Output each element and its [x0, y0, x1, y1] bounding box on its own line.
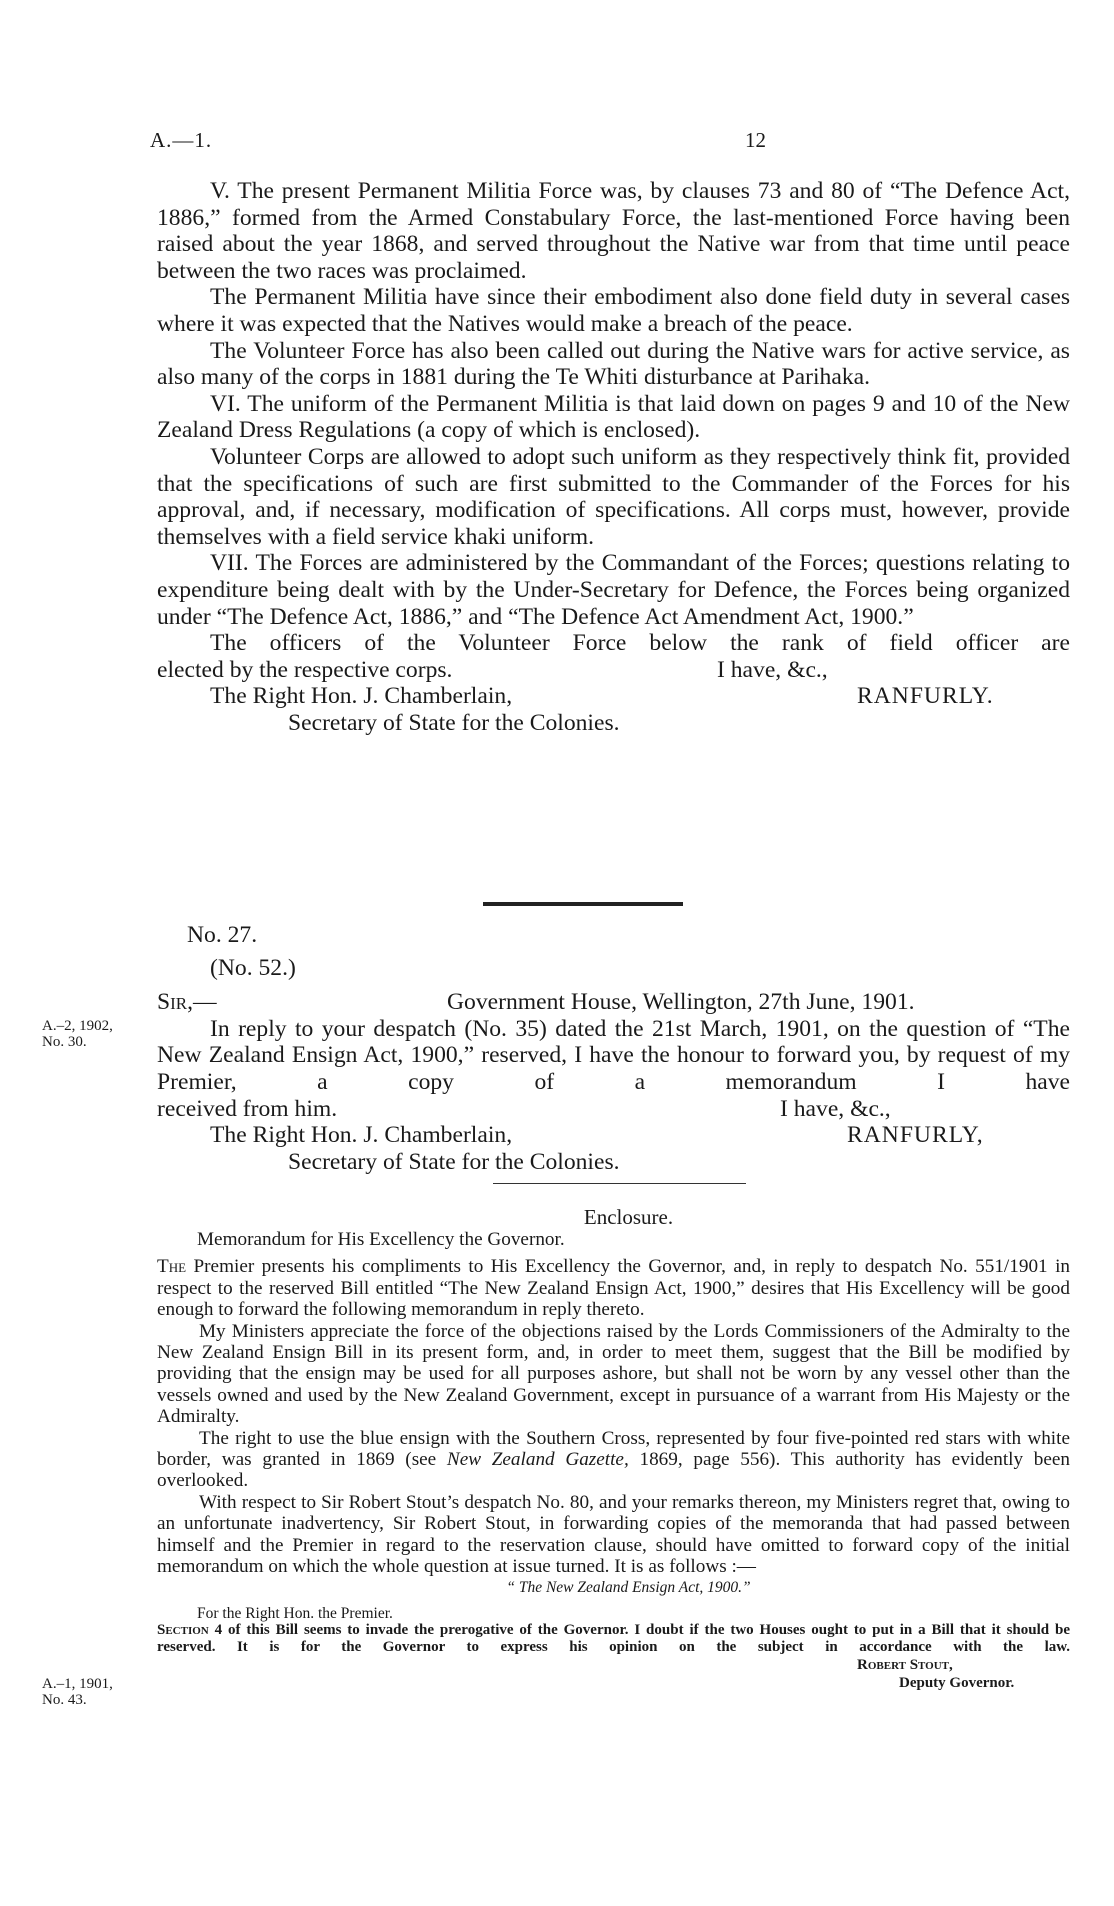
addressee-title: Secretary of State for the Colonies.	[288, 709, 620, 736]
stout-title: Deputy Governor.	[899, 1674, 1015, 1691]
memo-paragraph-3-b: 1869, page 556). This authority has evidently been overlooked.	[157, 1449, 1071, 1492]
letter-addressee: The Right Hon. J. Chamberlain,	[210, 1122, 513, 1149]
paragraph-militia-duty: The Permanent Militia have since their embodiment also done field duty in several cases where it was expected that the Natives would make a breach of the peace.	[157, 284, 1070, 337]
stout-title-line	[157, 1674, 1070, 1692]
paragraph-volunteer-force: The Volunteer Force has also been called out during the Native wars for active service, as also many of the corps in 1881 during the Te Whiti disturbance at Parihaka.	[157, 337, 1070, 391]
letter-closing: I have, &c.,	[780, 1095, 891, 1122]
margin-ref-line-2: No. 30.	[42, 1034, 87, 1050]
salutation: Sir,—	[157, 989, 217, 1016]
addressee: The Right Hon. J. Chamberlain,	[210, 683, 513, 710]
memo-paragraph-4: With respect to Sir Robert Stout’s despatch No. 80, and your remarks thereon, my Ministers regret that, owing to an unfortunate inadvertency, Sir Robert Stout, in forwarding copies of the memoranda that had passed between himself and the Premier in regard to the reservation clause, should have omitted to forward copy of the initial memorandum on which the whole question at issue turned. It is as follows :—	[157, 1491, 1070, 1578]
margin-ref-line-1: A.–2, 1902,	[42, 1018, 113, 1034]
section-4-note	[157, 1622, 1070, 1656]
paragraph-vi: VI. The uniform of the Permanent Militia is that laid down on pages 9 and 10 of the New Zealand Dress Regulations (a copy of which is enclosed).	[157, 390, 1070, 444]
letter-number: No. 27.	[187, 922, 258, 948]
margin-reference-a2	[42, 1018, 113, 1050]
document-reference: A.—1.	[150, 128, 213, 152]
stout-signature: Robert Stout,	[857, 1656, 953, 1673]
margin-ref-line-2: No. 43.	[42, 1692, 87, 1708]
for-line: For the Right Hon. the Premier.	[197, 1604, 393, 1622]
page-number: 12	[745, 128, 766, 152]
letter-addressee-title-line	[157, 1149, 1070, 1176]
officers-paragraph-end: elected by the respective corps.	[157, 656, 453, 683]
memo-paragraph-1-text: Premier presents his compliments to His Excellency the Governor, and, in reply to despatch No. 551/1901 in respect to the reserved Bill entitled “The New Zealand Ensign Act, 1900,” desires that His Excellency will be good enough to forward the following memorandum in reply thereto.	[157, 1256, 1070, 1321]
signature: RANFURLY.	[857, 683, 994, 710]
letter-signature: RANFURLY,	[847, 1122, 984, 1149]
enclosure-divider	[493, 1183, 746, 1184]
salutation-line	[157, 989, 1070, 1016]
letter-addressee-line	[157, 1122, 1070, 1149]
section-note-text: 4 of this Bill seems to invade the prerogative of the Governor. I doubt if the two Houses ought to put in a Bill that it should be reserved. It is for the Governor to express his opinion on the subject in accordance with the law.	[157, 1621, 1070, 1655]
letter-closing-line	[157, 1096, 1070, 1123]
addressee-title-line	[157, 710, 1070, 737]
gazette-title: New Zealand Gazette,	[446, 1449, 629, 1471]
closing-formula: I have, &c.,	[717, 656, 828, 683]
memo-paragraph-1	[157, 1256, 1070, 1320]
memo-paragraph-2: My Ministers appreciate the force of the objections raised by the Lords Commissioners of the Admiralty to the New Zealand Ensign Bill in its present form, and, in order to meet them, suggest that the Bill be modified by providing that the ensign may be used for all purposes ashore, but shall not be worn by any vessel other than the vessels owned and used by the New Zealand Government, except in pursuance of a warrant from His Majesty or the Admiralty.	[157, 1320, 1070, 1428]
section-lead-word: Section	[157, 1621, 209, 1638]
letter-ref: (No. 52.)	[210, 954, 296, 981]
margin-reference-a1	[42, 1676, 113, 1708]
paragraph-v: V. The present Permanent Militia Force was, by clauses 73 and 80 of “The Defence Act, 1886,” formed from the Armed Constabulary Force, the last-mentioned Force having been raised about the year 1868, and served throughout the Native war from that time until peace between the two races was proclaimed.	[157, 178, 1070, 284]
memo-heading: Memorandum for His Excellency the Governor.	[197, 1229, 565, 1250]
enclosure-title: Enclosure.	[583, 1205, 674, 1229]
margin-ref-line-1: A.–1, 1901,	[42, 1676, 113, 1692]
memo-lead-word: The	[157, 1256, 187, 1278]
paragraph-volunteer-corps: Volunteer Corps are allowed to adopt such uniform as they respectively think fit, provided that the specifications of such are first submitted to the Commander of the Forces for his approval, and, if necessary, modification of specifications. All corps must, however, provide themselves with a field service khaki uniform.	[157, 443, 1070, 550]
enclosure	[157, 1205, 1070, 1692]
quoted-act-title: “ The New Zealand Ensign Act, 1900.”	[506, 1578, 751, 1596]
paragraph-officers: The officers of the Volunteer Force below the rank of field officer are	[210, 630, 1070, 657]
letter-addressee-title: Secretary of State for the Colonies.	[288, 1148, 620, 1175]
letter-ref-line	[157, 955, 1070, 982]
paragraph-vii: VII. The Forces are administered by the Commandant of the Forces; questions relating to expenditure being dealt with by the Under-Secretary for Defence, the Forces being organized under “The Defence Act, 1886,” and “The Defence Act Amendment Act, 1900.”	[157, 550, 1070, 630]
memo-paragraph-3	[157, 1428, 1070, 1492]
letter-body: In reply to your despatch (No. 35) dated the 21st March, 1901, on the question of “The New Zealand Ensign Act, 1900,” reserved, I have the honour to forward you, by request of my Premier, a copy of a memorandum I have	[157, 1015, 1070, 1095]
letter-no-27	[157, 922, 1070, 1175]
addressee-line	[157, 683, 1070, 710]
place-date: Government House, Wellington, 27th June, 1901.	[447, 989, 915, 1016]
closing-line	[157, 657, 1070, 684]
section-report	[157, 178, 1070, 736]
memo-paragraph-3-a: The right to use the blue ensign with the Southern Cross, represented by four five-pointed red stars with white border, was granted in 1869 (see	[157, 1427, 1070, 1471]
letter-body-end: received from him.	[157, 1095, 338, 1122]
page-header	[150, 128, 1080, 160]
stout-signature-block	[157, 1656, 1070, 1674]
section-divider	[483, 902, 683, 906]
